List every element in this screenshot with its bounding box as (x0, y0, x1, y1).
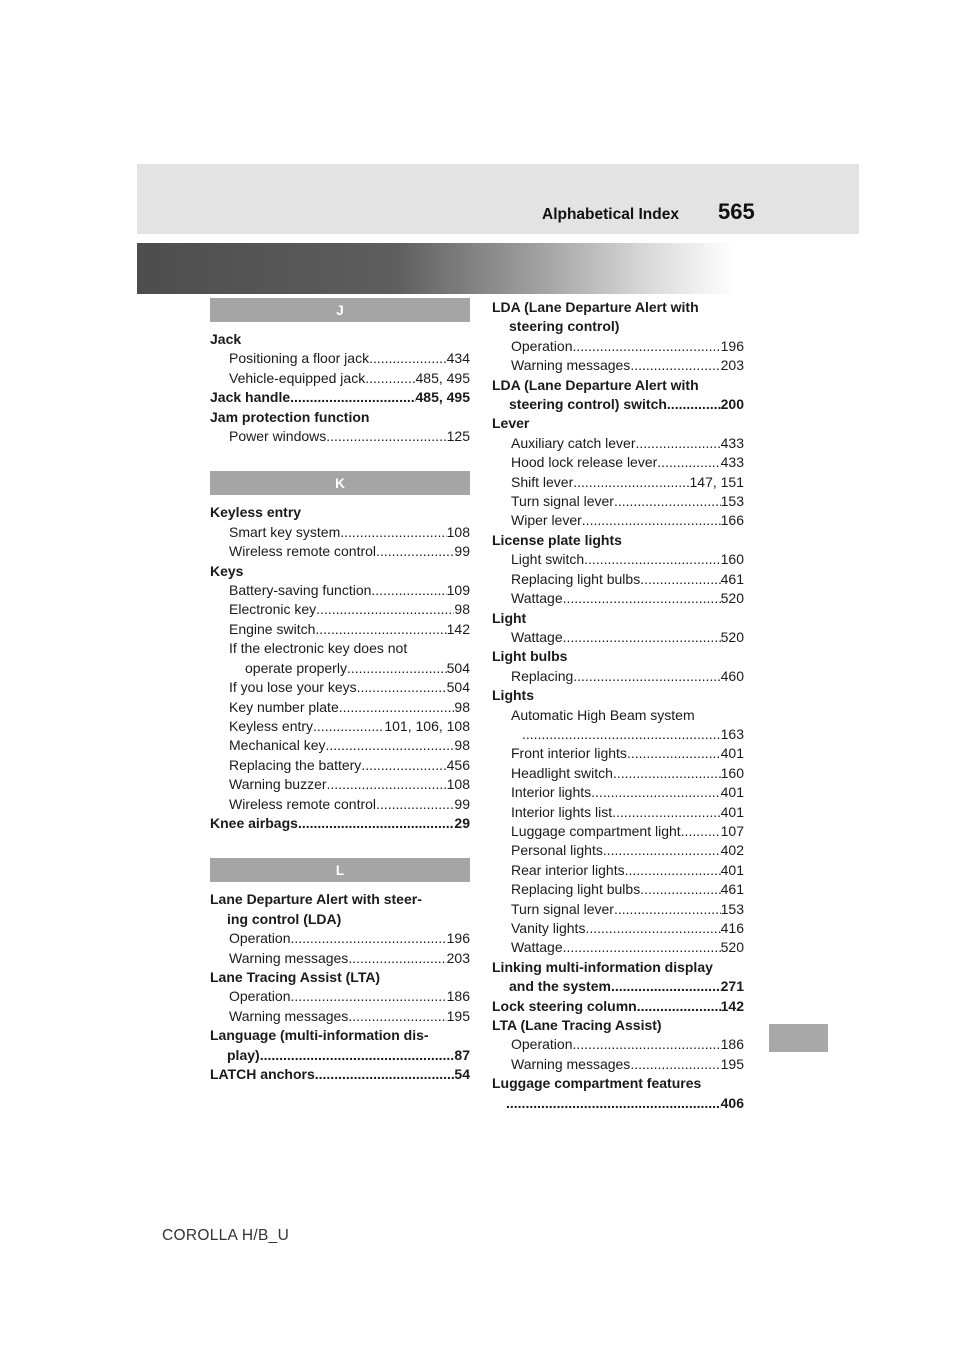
index-entry (210, 949, 470, 968)
footer-model: COROLLA H/B_U (162, 1227, 290, 1244)
index-entry-term: Warning messages (229, 1007, 349, 1024)
index-subentry: If the electronic key does not (229, 640, 408, 657)
dot-leader (614, 492, 721, 511)
index-entry (210, 756, 470, 775)
index-entry-page: 54 (454, 1066, 470, 1082)
index-entry (210, 795, 470, 814)
index-entry-term: Engine switch (229, 620, 316, 637)
index-entry-term: LATCH anchors (210, 1066, 315, 1082)
index-entry-page: 196 (720, 337, 744, 354)
index-entry-term: Warning buzzer (229, 776, 327, 793)
index-heading: Lights (492, 687, 534, 704)
index-subentry: Automatic High Beam system (511, 706, 695, 723)
dot-leader (522, 725, 721, 744)
dot-leader (657, 453, 720, 472)
dot-leader (376, 795, 454, 814)
index-entry-term: Wireless remote control (229, 795, 377, 812)
dot-leader (298, 814, 454, 833)
index-entry (492, 880, 744, 899)
index-entry-term: Front interior lights (511, 745, 627, 762)
index-entry-page: 402 (720, 842, 744, 859)
index-entry-page: 203 (446, 949, 470, 966)
index-entry-page: 401 (720, 803, 744, 820)
index-entry-page: 107 (720, 822, 744, 839)
index-entry (492, 900, 744, 919)
index-heading: Lane Tracing Assist (LTA) (210, 968, 381, 985)
index-entry-term: Wireless remote control (229, 543, 377, 560)
index-entry-term: Operation (511, 1036, 573, 1053)
dot-leader (348, 1007, 446, 1026)
index-entry (210, 542, 470, 561)
section-banner (137, 243, 817, 294)
index-entry (210, 814, 470, 833)
index-entry-page: 186 (720, 1036, 744, 1053)
index-entry-term: Wattage (511, 939, 563, 956)
index-entry-page: 153 (720, 493, 744, 510)
index-entry (492, 473, 744, 492)
index-entry (210, 1046, 470, 1065)
index-entry-term: Luggage compartment light (511, 822, 681, 839)
dot-leader (563, 589, 721, 608)
section-thumb-tab (769, 1024, 828, 1052)
index-entry (492, 628, 744, 647)
dot-leader (585, 919, 720, 938)
dot-leader (316, 600, 454, 619)
index-entry-term: Warning messages (511, 357, 631, 374)
index-entry-term: Wattage (511, 590, 563, 607)
index-entry-term: Headlight switch (511, 764, 613, 781)
index-entry (210, 388, 470, 407)
index-entry-term: Vehicle-equipped jack (229, 369, 366, 386)
index-entry-term: Positioning a floor jack (229, 350, 370, 367)
index-entry-term: play) (227, 1046, 260, 1063)
index-entry-page: 460 (720, 667, 744, 684)
index-entry-term: Battery-saving function (229, 582, 372, 599)
index-entry (210, 600, 470, 619)
dot-leader (625, 861, 721, 880)
dot-leader (584, 550, 720, 569)
index-entry-term: Operation (229, 930, 291, 947)
index-entry-page: 108 (446, 523, 470, 540)
dot-leader (573, 473, 689, 492)
index-entry (210, 987, 470, 1006)
index-entry-page: 203 (720, 357, 744, 374)
index-heading: Lever (492, 415, 530, 432)
dot-leader (582, 511, 721, 530)
dot-leader (339, 698, 455, 717)
index-entry-term: Turn signal lever (511, 493, 614, 510)
dot-leader (365, 369, 415, 388)
index-entry (210, 369, 470, 388)
index-entry-term: Electronic key (229, 601, 317, 618)
index-entry (210, 736, 470, 755)
index-entry (210, 620, 470, 639)
index-heading: LDA (Lane Departure Alert with (492, 299, 699, 315)
index-entry-page: 504 (446, 659, 470, 676)
index-entry (492, 570, 744, 589)
index-heading: Lane Departure Alert with steer- (210, 891, 422, 908)
index-entry (492, 783, 744, 802)
index-entry-term: Personal lights (511, 842, 603, 859)
index-entry-page: 456 (446, 756, 470, 773)
index-entry (492, 550, 744, 569)
index-entry-term: Wattage (511, 628, 563, 645)
index-entry-page: 195 (720, 1055, 744, 1072)
dot-leader (613, 764, 721, 783)
index-entry (210, 427, 470, 446)
index-entry (492, 841, 744, 860)
dot-leader (376, 542, 454, 561)
index-entry (492, 938, 744, 957)
dot-leader (369, 349, 447, 368)
index-entry-page: 98 (454, 737, 470, 754)
page-title: Alphabetical Index (542, 206, 679, 223)
index-entry-page: 109 (446, 582, 470, 599)
dot-leader (572, 1035, 720, 1054)
index-entry (492, 356, 744, 375)
index-entry (210, 717, 470, 736)
index-entry (492, 744, 744, 763)
index-entry-page: 461 (720, 881, 744, 898)
index-heading: Keys (210, 562, 244, 579)
index-entry-page: 200 (720, 396, 744, 413)
index-entry-term: Light switch (511, 551, 585, 568)
dot-leader (348, 949, 446, 968)
dot-leader (640, 570, 720, 589)
index-entry-page: 401 (720, 745, 744, 762)
index-entry (492, 997, 744, 1016)
index-entry-page: 186 (446, 988, 470, 1005)
index-entry (210, 581, 470, 600)
index-entry-term: Shift lever (511, 473, 574, 490)
index-heading: Linking multi-information display (492, 958, 713, 975)
index-entry-term: Mechanical key (229, 737, 326, 754)
index-heading: Jam protection function (210, 408, 370, 425)
dot-leader (313, 717, 384, 736)
index-entry-page: 520 (720, 590, 744, 607)
index-entry-page: 98 (454, 601, 470, 618)
index-entry-term: Replacing the battery (229, 756, 362, 773)
index-entry-page: 125 (446, 428, 470, 445)
index-entry-page: 433 (720, 434, 744, 451)
index-entry (492, 919, 744, 938)
dot-leader (614, 900, 721, 919)
index-entry (210, 929, 470, 948)
index-entry (492, 434, 744, 453)
index-entry-term: Turn signal lever (511, 900, 614, 917)
page-number: 565 (718, 199, 755, 224)
dot-leader (315, 1065, 455, 1084)
index-entry-page: 163 (720, 725, 744, 742)
index-entry-term: Keyless entry (229, 717, 314, 734)
index-entry (210, 523, 470, 542)
index-entry-term: Hood lock release lever (511, 454, 658, 471)
index-letter-header: L (210, 858, 470, 882)
index-entry-page: 142 (446, 620, 470, 637)
index-entry-page: 142 (720, 997, 744, 1014)
index-heading: LDA (Lane Departure Alert with (492, 376, 699, 393)
dot-leader (640, 880, 720, 899)
dot-leader (667, 395, 721, 414)
index-heading: Luggage compartment features (492, 1075, 702, 1092)
index-entry (492, 337, 744, 356)
index-entry (210, 775, 470, 794)
dot-leader (637, 997, 721, 1016)
index-entry-term: Lock steering column (492, 997, 637, 1014)
index-entry (492, 1055, 744, 1074)
index-entry-term: Power windows (229, 428, 327, 445)
dot-leader (290, 929, 446, 948)
index-entry-page: 433 (720, 454, 744, 471)
dot-leader (371, 581, 446, 600)
index-letter-header: K (210, 471, 470, 495)
dot-leader (611, 977, 721, 996)
index-entry-term: Warning messages (511, 1055, 631, 1072)
dot-leader (315, 620, 446, 639)
dot-leader (326, 427, 446, 446)
index-entry-page: 98 (454, 698, 470, 715)
index-entry-term: Rear interior lights (511, 861, 625, 878)
index-entry-term: Vanity lights (511, 920, 586, 936)
index-entry-page: 271 (720, 978, 744, 995)
index-entry-page: 153 (720, 900, 744, 917)
index-entry-page: 406 (720, 1094, 744, 1111)
index-entry-term: Jack handle (210, 389, 291, 406)
index-entry (210, 1007, 470, 1026)
dot-leader (361, 756, 446, 775)
index-entry-page: 401 (720, 861, 744, 878)
index-heading: Light bulbs (492, 648, 568, 665)
index-entry (492, 1035, 744, 1054)
index-column-right (492, 298, 744, 1113)
index-entry-term: Interior lights list (511, 803, 613, 820)
index-entry-page: 195 (446, 1007, 470, 1024)
index-entry (492, 977, 744, 996)
dot-leader (260, 1046, 455, 1065)
index-entry-term: steering control) switch (509, 396, 667, 413)
index-entry-term: Operation (229, 988, 291, 1005)
dot-leader (612, 803, 720, 822)
index-entry (492, 764, 744, 783)
index-entry-term: and the system (509, 978, 611, 995)
index-entry-term: Warning messages (229, 949, 349, 966)
index-entry (492, 667, 744, 686)
index-entry-page: 520 (720, 939, 744, 956)
index-heading: Light (492, 609, 527, 626)
dot-leader (340, 523, 446, 542)
index-entry (492, 511, 744, 530)
index-entry-page: 434 (446, 350, 470, 367)
index-entry-term: Replacing light bulbs (511, 881, 641, 898)
index-entry-term: Interior lights (511, 784, 592, 801)
index-entry-page: 416 (720, 920, 744, 936)
index-entry-page: 101, 106, 108 (384, 717, 470, 734)
index-entry-page: 99 (454, 543, 470, 560)
dot-leader (326, 736, 455, 755)
index-entry (210, 698, 470, 717)
index-entry-term: Replacing (511, 667, 574, 684)
index-entry-page: 160 (720, 764, 744, 781)
dot-leader (591, 783, 720, 802)
dot-leader (681, 822, 721, 841)
index-entry-term: Wiper lever (511, 512, 582, 529)
index-entry-page: 87 (454, 1046, 470, 1063)
dot-leader (603, 841, 721, 860)
index-letter-header: J (210, 298, 470, 322)
index-entry (492, 803, 744, 822)
index-entry (492, 453, 744, 472)
index-heading: LTA (Lane Tracing Assist) (492, 1017, 662, 1034)
index-heading: License plate lights (492, 531, 622, 548)
index-entry-term: Operation (511, 337, 573, 354)
index-entry-term: operate properly (245, 659, 347, 676)
index-entry (492, 589, 744, 608)
dot-leader (563, 628, 721, 647)
index-entry-page: 166 (720, 512, 744, 529)
index-entry-page: 147, 151 (689, 473, 744, 490)
index-entry-page: 108 (446, 776, 470, 793)
index-heading: Jack (210, 331, 242, 347)
index-entry (492, 492, 744, 511)
index-entry-page: 29 (454, 814, 470, 831)
index-entry-term: Smart key system (229, 523, 341, 540)
index-column-left (210, 298, 470, 1084)
dot-leader (630, 1055, 720, 1074)
index-entry-page: 485, 495 (415, 369, 470, 386)
dot-leader (290, 987, 446, 1006)
index-entry-page: 485, 495 (415, 389, 470, 406)
dot-leader (357, 678, 447, 697)
index-heading: Language (multi-information dis- (210, 1027, 429, 1044)
index-entry (210, 659, 470, 678)
index-heading: steering control) (509, 318, 620, 335)
index-entry-page: 401 (720, 784, 744, 801)
dot-leader (563, 938, 721, 957)
index-heading: Keyless entry (210, 504, 302, 521)
index-entry (492, 861, 744, 880)
index-entry-page: 160 (720, 551, 744, 568)
index-entry-page: 520 (720, 628, 744, 645)
index-entry-page: 504 (446, 679, 470, 696)
index-entry-term: If you lose your keys (229, 679, 357, 696)
index-entry (210, 349, 470, 368)
index-entry-term: Key number plate (229, 698, 339, 715)
index-entry (210, 678, 470, 697)
index-entry (492, 1094, 744, 1113)
index-entry (492, 822, 744, 841)
index-entry-term: Auxiliary catch lever (511, 434, 636, 451)
index-entry-page: 461 (720, 570, 744, 587)
dot-leader (630, 356, 720, 375)
index-entry-term: Replacing light bulbs (511, 570, 641, 587)
index-entry-term: Knee airbags (210, 814, 298, 831)
index-entry (492, 725, 744, 744)
index-heading: ing control (LDA) (227, 910, 342, 927)
dot-leader (327, 775, 447, 794)
dot-leader (290, 388, 415, 407)
index-entry-page: 99 (454, 795, 470, 812)
dot-leader (627, 744, 721, 763)
dot-leader (506, 1094, 721, 1113)
index-entry (210, 1065, 470, 1084)
dot-leader (572, 337, 720, 356)
index-entry (492, 395, 744, 414)
index-entry-page: 196 (446, 930, 470, 947)
dot-leader (573, 667, 720, 686)
dot-leader (347, 659, 447, 678)
dot-leader (636, 434, 721, 453)
